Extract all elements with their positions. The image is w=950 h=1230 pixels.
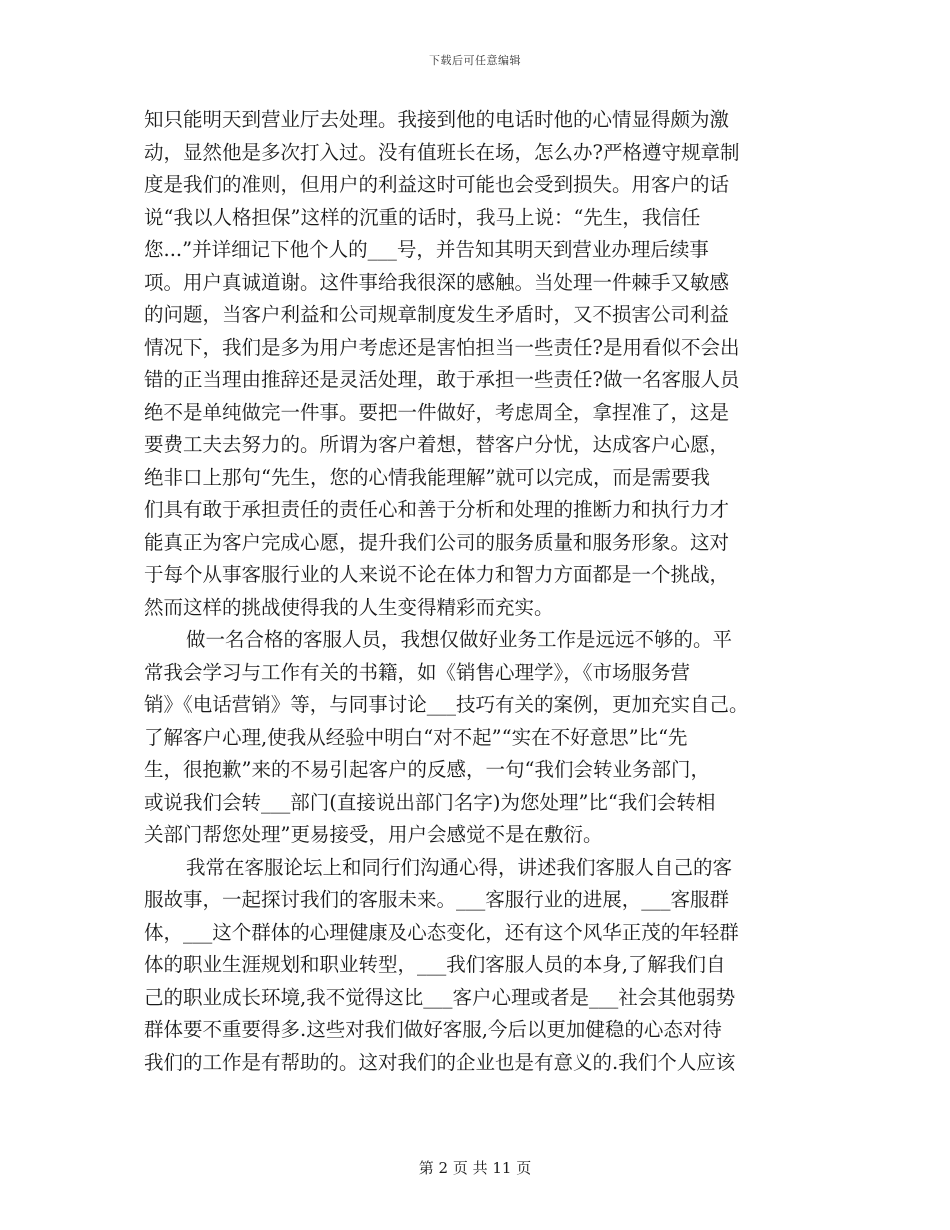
paragraph-first-line: 做一名合格的客服人员，我想仅做好业务工作是远远不够的。平 xyxy=(186,628,733,651)
text-line: 能真正为客户完成心愿，提升我们公司的服务质量和服务形象。这对 xyxy=(144,530,730,554)
text-line: 要费工夫去努力的。所谓为客户着想，替客户分忧，达成客户心愿， xyxy=(144,433,730,456)
document-body xyxy=(144,104,804,1079)
text-line: 绝非口上那句“先生，您的心情我能理解”就可以完成，而是需要我 xyxy=(144,465,710,489)
text-line: 动，显然他是多次打入过。没有值班长在场，怎么办?严格遵守规章制 xyxy=(144,140,740,164)
text-line: 群体要不重要得多.这些对我们做好客服,今后以更加健稳的心态对待 xyxy=(144,1018,722,1041)
text-line: 项。用户真诚道谢。这件事给我很深的感触。当处理一件棘手又敏感 xyxy=(144,270,730,294)
page-number: 第 2 页 共 11 页 xyxy=(418,1159,532,1177)
text-line: 关部门帮您处理”更易接受，用户会感觉不是在敷衍。 xyxy=(144,823,603,846)
text-line: 知只能明天到营业厅去处理。我接到他的电话时他的心情显得颇为激 xyxy=(144,108,730,131)
text-line: 的问题，当客户利益和公司规章制度发生矛盾时，又不损害公司利益 xyxy=(144,303,730,326)
text-line: 说“我以人格担保”这样的沉重的话时，我马上说：“先生，我信任 xyxy=(144,205,701,229)
text-line: 体，___这个群体的心理健康及心态变化，还有这个风华正茂的年轻群 xyxy=(144,920,739,944)
text-line: 己的职业成长环境,我不觉得这比___客户心理或者是___社会其他弱势 xyxy=(144,985,736,1009)
paragraph-first-line: 我常在客服论坛上和同行们沟通心得，讲述我们客服人自己的客 xyxy=(186,855,733,879)
text-line: 度是我们的准则，但用户的利益这时可能也会受到损失。用客户的话 xyxy=(144,173,730,196)
text-line: 服故事，一起探讨我们的客服未来。___客服行业的进展，___客服群 xyxy=(144,888,730,911)
text-line: 然而这样的挑战使得我的人生变得精彩而充实。 xyxy=(144,595,554,619)
text-line: 情况下，我们是多为用户考虑还是害怕担当一些责任?是用看似不会出 xyxy=(144,335,740,359)
text-line: 生，很抱歉”来的不易引起客户的反感，一句“我们会转业务部门， xyxy=(144,758,710,781)
text-line: 们具有敢于承担责任的责任心和善于分析和处理的推断力和执行力才 xyxy=(144,498,730,521)
page-header-note: 下载后可任意编辑 xyxy=(429,54,521,67)
text-line: 错的正当理由推辞还是灵活处理，敢于承担一些责任?做一名客服人员 xyxy=(144,368,740,391)
text-line: 了解客户心理,使我从经验中明白“对不起”“实在不好意思”比“先 xyxy=(144,725,688,749)
text-line: 您...”并详细记下他个人的___号，并告知其明天到营业办理后续事 xyxy=(144,238,709,261)
text-line: 体的职业生涯规划和职业转型，___我们客服人员的本身,了解我们自 xyxy=(144,953,726,976)
text-line: 于每个从事客服行业的人来说不论在体力和智力方面都是一个挑战， xyxy=(144,563,730,586)
text-line: 绝不是单纯做完一件事。要把一件做好，考虑周全，拿捏准了，这是 xyxy=(144,400,730,424)
text-line: 销》《电话营销》等，与同事讨论___技巧有关的案例，更加充实自己。 xyxy=(144,693,749,716)
text-line: 或说我们会转___部门(直接说出部门名字)为您处理”比“我们会转相 xyxy=(144,790,716,814)
text-line: 常我会学习与工作有关的书籍，如《销售心理学》，《市场服务营 xyxy=(144,660,691,684)
text-line: 我们的工作是有帮助的。这对我们的企业也是有意义的.我们个人应该 xyxy=(144,1050,736,1074)
